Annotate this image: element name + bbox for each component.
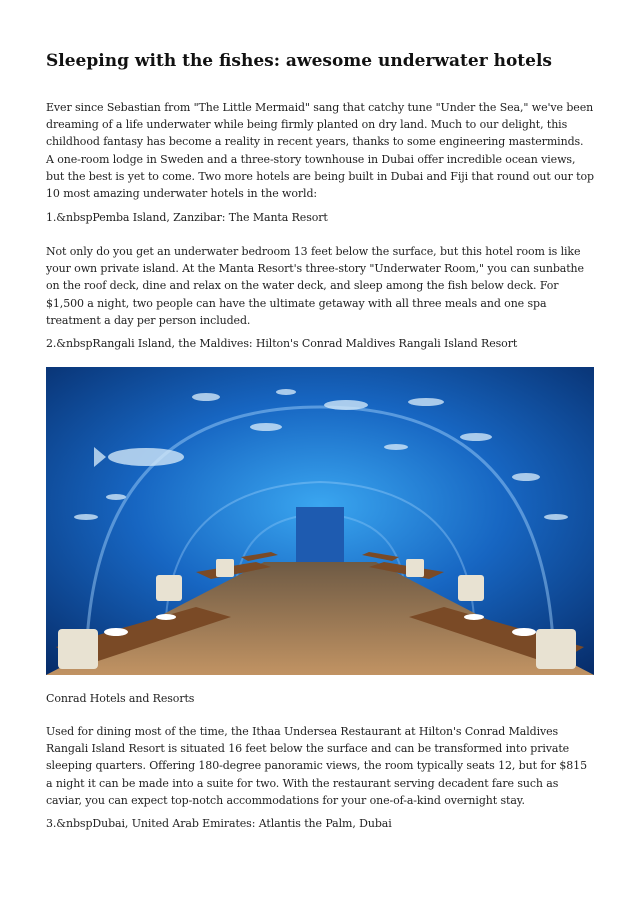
item-2-heading: 2.&nbspRangali Island, the Maldives: Hilton's Conrad Maldives Rangali Island Resort — [46, 337, 518, 350]
item-1-heading: 1.&nbspPemba Island, Zanzibar: The Manta Resort — [46, 211, 328, 224]
item-3-heading: 3.&nbspDubai, United Arab Emirates: Atlantis the Palm, Dubai — [46, 817, 392, 830]
item-1-body: Not only do you get an underwater bedroom 13 feet below the surface, but this hotel room is like your own private island. At the Manta Resort's three-story "Underwater Room," you can sunbathe on the roof deck, dine and relax on the water deck, and sleep among the fish below deck. For $1,500 a night, two people can have the ultimate getaway with all three meals and one spa treatment a day per person included. — [46, 245, 584, 327]
item-2-body: Used for dining most of the time, the Ithaa Undersea Restaurant at Hilton's Conrad Maldives Rangali Island Resort is situated 16 feet below the surface and can be transformed into private sleeping quarters. Offering 180-degree panoramic views, the room typically seats 12, but for $815 a night it can be made into a suite for two. With the restaurant serving decadent fare such as caviar, you can expect top-notch accommodations for your one-of-a-kind overnight stay. — [46, 725, 587, 807]
photo-credit: Conrad Hotels and Resorts — [46, 692, 195, 705]
article-title: Sleeping with the fishes: awesome underwater hotels — [46, 51, 552, 71]
underwater-restaurant-photo — [46, 367, 594, 675]
intro-paragraph: Ever since Sebastian from "The Little Mermaid" sang that catchy tune "Under the Sea," we've been dreaming of a life underwater while being firmly planted on dry land. Much to our delight, this childhood fantasy has become a reality in recent years, thanks to some engineering masterminds. A one-room lodge in Sweden and a three-story townhouse in Dubai offer incredible ocean views, but the best is yet to come. Two more hotels are being built in Dubai and Fiji that round out our top 10 most amazing underwater hotels in the world: — [46, 101, 594, 201]
